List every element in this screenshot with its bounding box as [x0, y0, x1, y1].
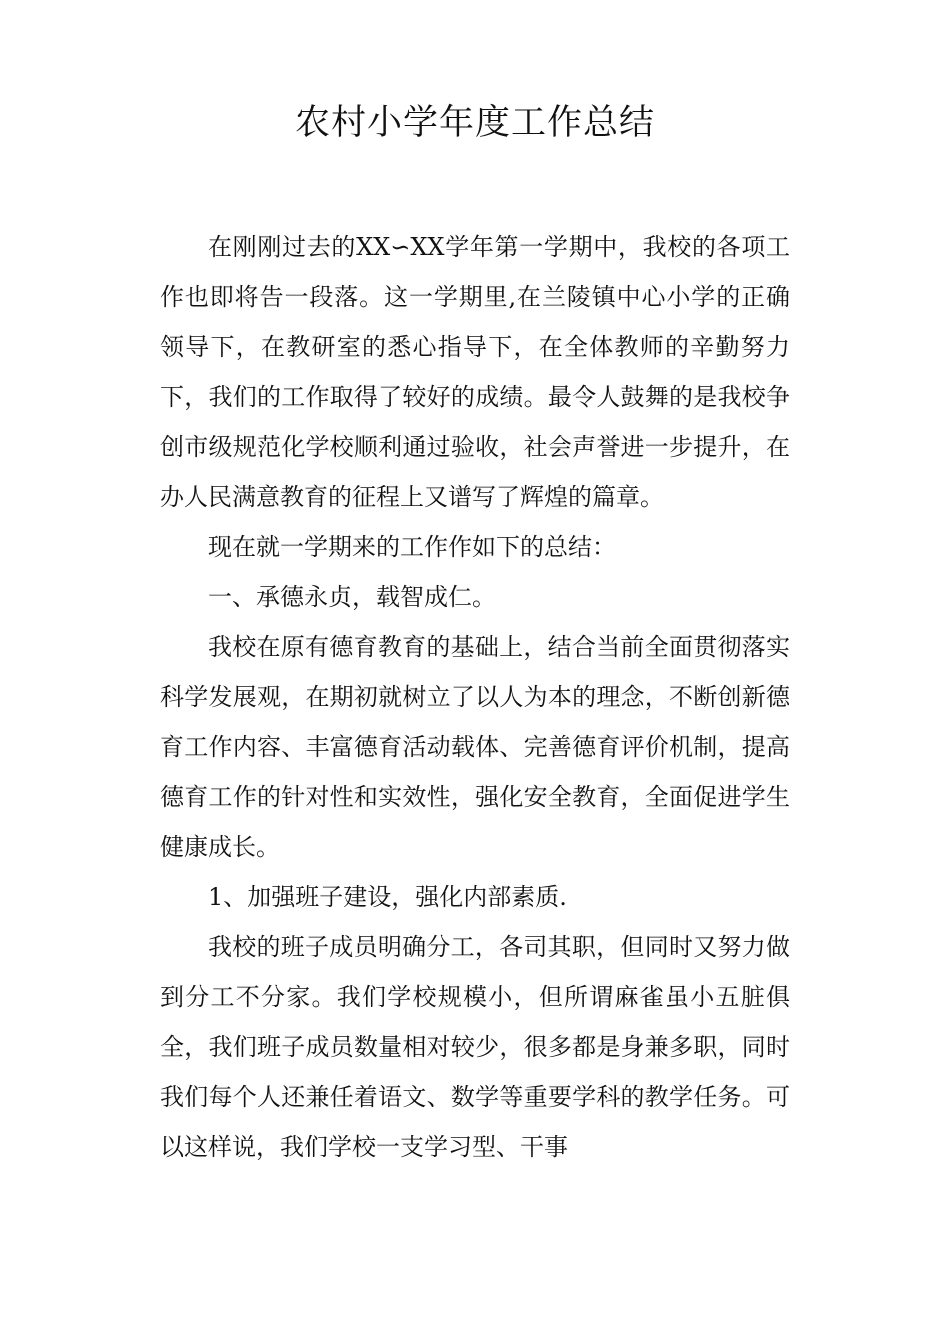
document-body — [160, 222, 790, 1172]
paragraph-intro: 在刚刚过去的XX∽XX学年第一学期中，我校的各项工作也即将告一段落。这一学期里,在兰陵镇中心小学的正确领导下，在教研室的悉心指导下，在全体教师的辛勤努力下，我们的工作取得了较好的成绩。最令人鼓舞的是我校争创市级规范化学校顺利通过验收，社会声誉进一步提升，在办人民满意教育的征程上又谱写了辉煌的篇章。 — [160, 233, 790, 511]
document-title: 农村小学年度工作总结 — [294, 103, 655, 143]
paragraph-summary-lead: 现在就一学期来的工作作如下的总结： — [208, 533, 616, 561]
subsection-heading-1: 1、加强班子建设，强化内部素质. — [208, 883, 567, 911]
paragraph-leadership-team: 我校的班子成员明确分工，各司其职，但同时又努力做到分工不分家。我们学校规模小，但所谓麻雀虽小五脏俱全，我们班子成员数量相对较少，很多都是身兼多职，同时我们每个人还兼任着语文、数学等重要学科的教学任务。可以这样说，我们学校一支学习型、干事 — [160, 933, 790, 1161]
section-heading-1: 一、承德永贞，载智成仁。 — [208, 583, 496, 611]
paragraph-moral-education: 我校在原有德育教育的基础上，结合当前全面贯彻落实科学发展观，在期初就树立了以人为本的理念，不断创新德育工作内容、丰富德育活动载体、完善德育评价机制，提高德育工作的针对性和实效性，强化安全教育，全面促进学生健康成长。 — [160, 633, 790, 861]
